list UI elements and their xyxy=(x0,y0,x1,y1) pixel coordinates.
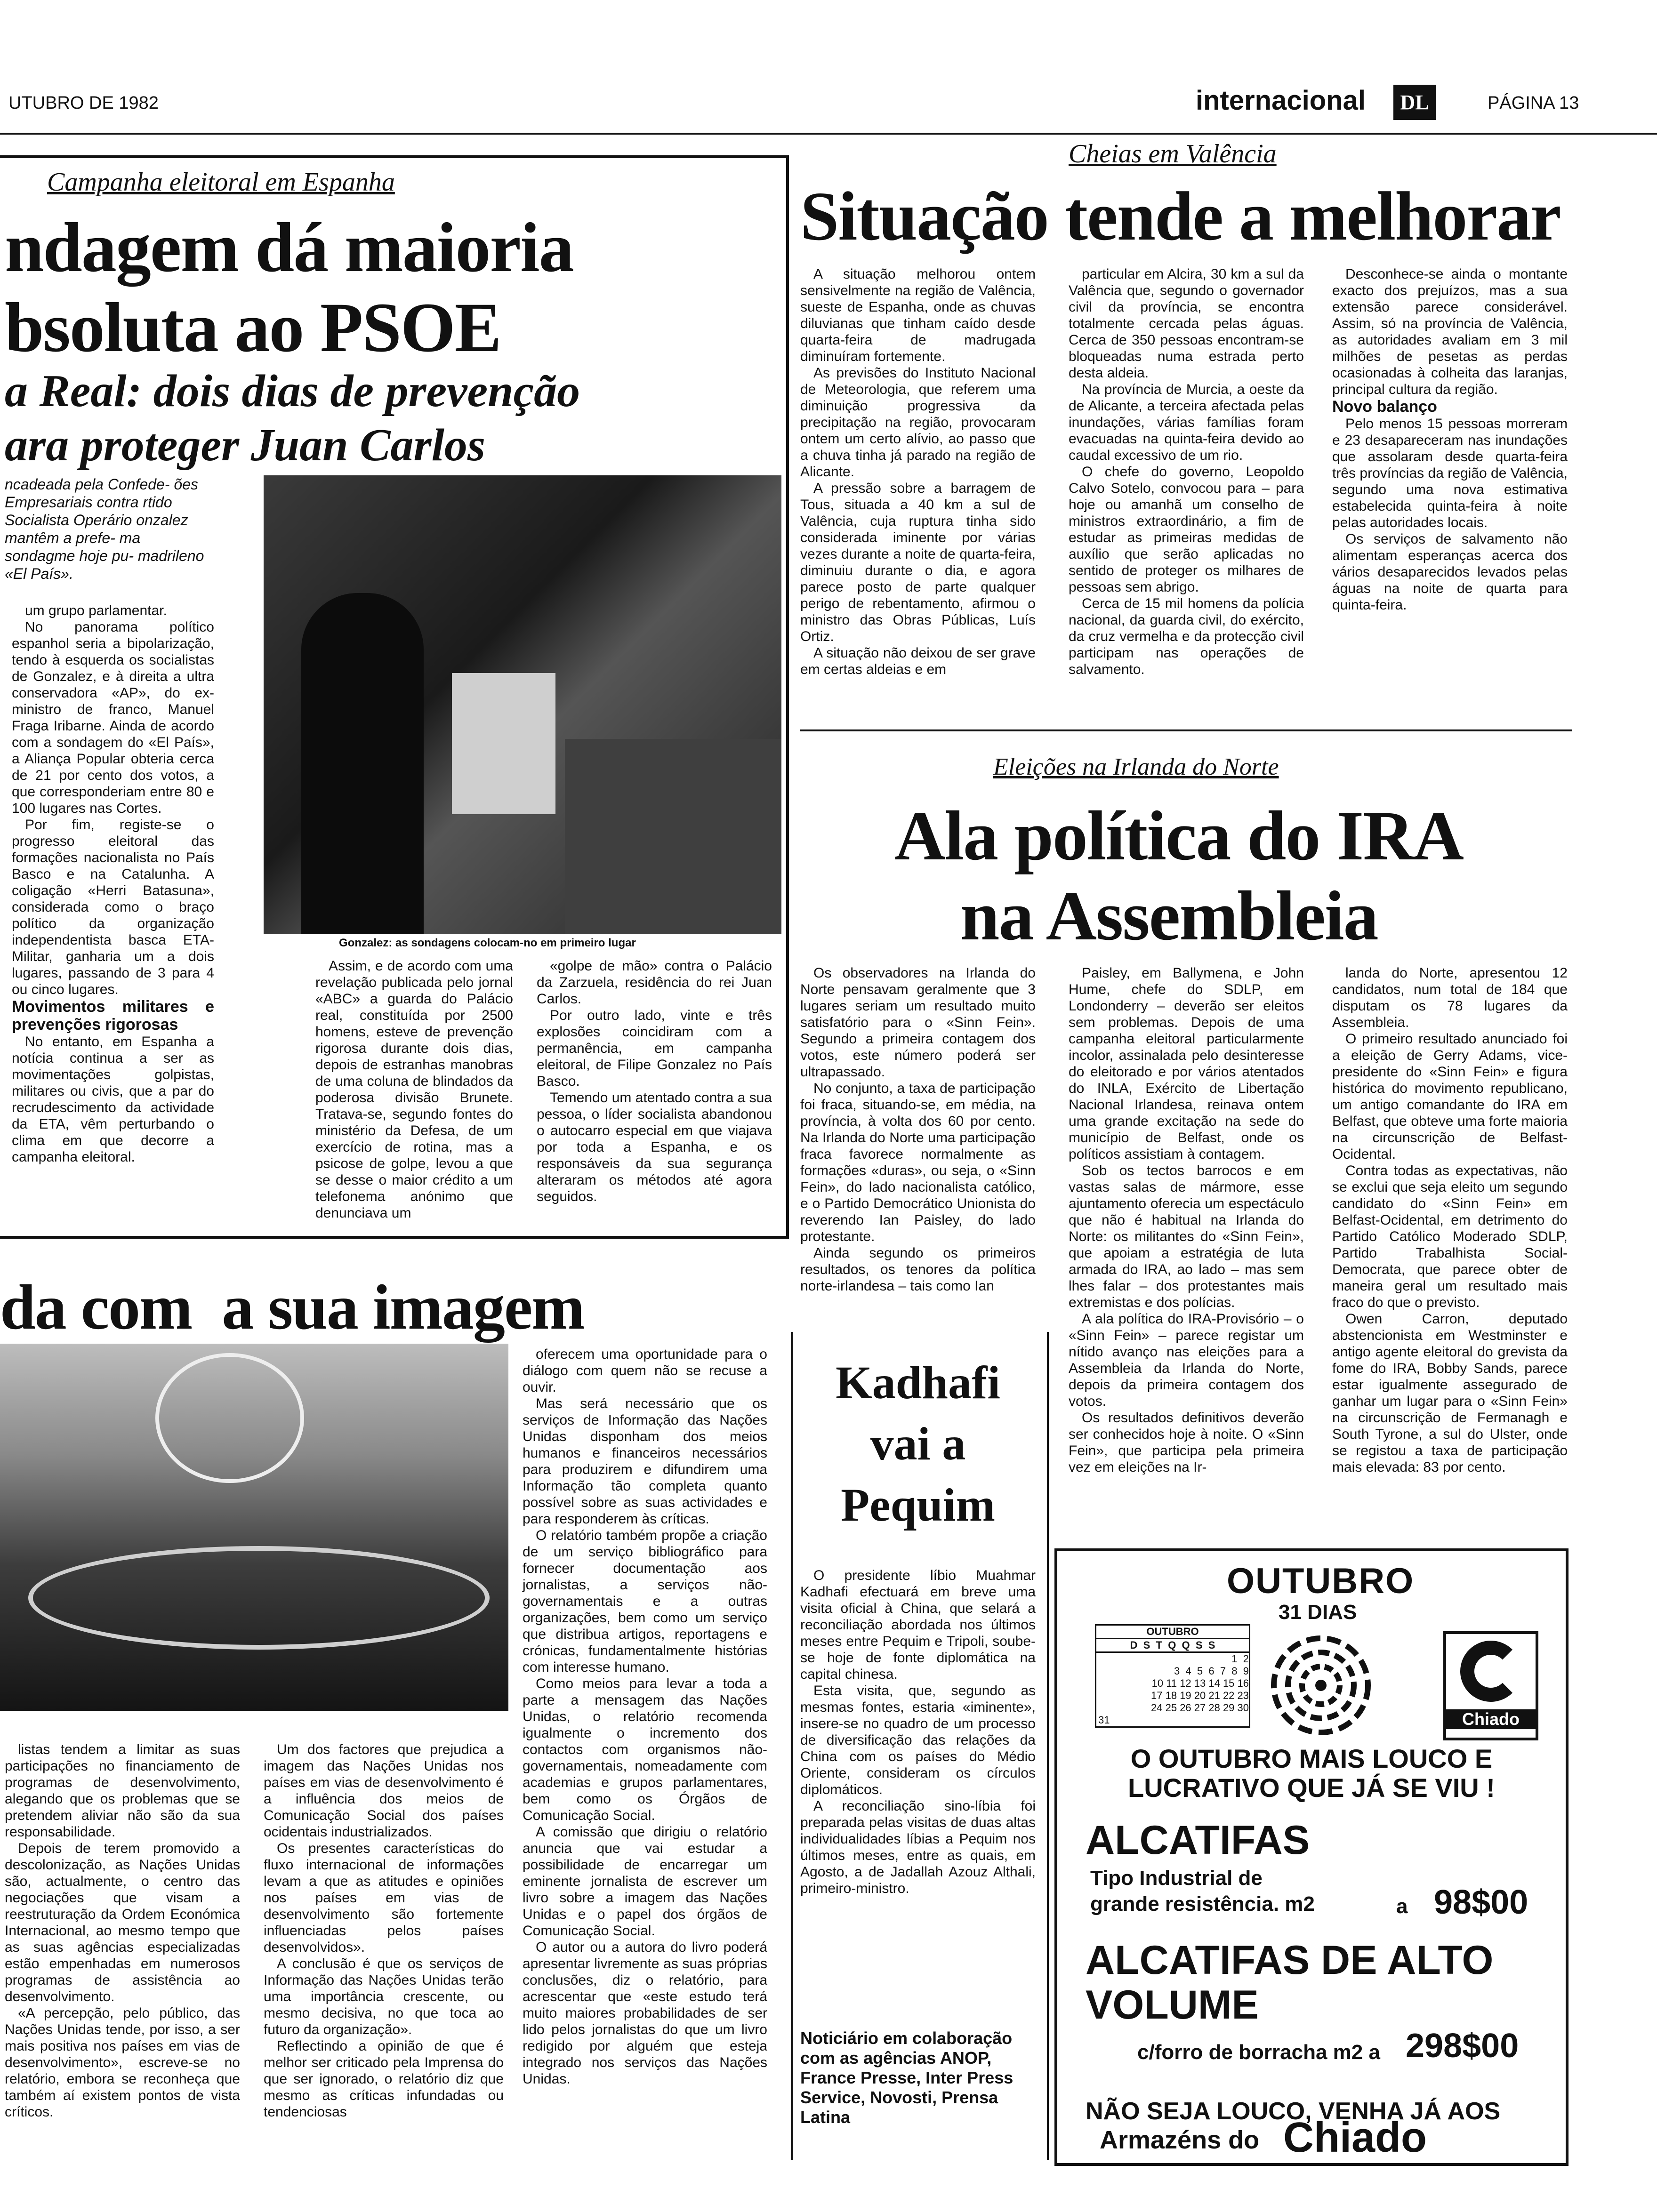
paragraph: oferecem uma oportunidade para o diálogo com quem não se recuse a ouvir. xyxy=(523,1346,767,1395)
paragraph: Na província de Murcia, a oeste da de Alicante, a terceira afectada pelas inundações, várias famílias foram evacuadas na quinta-feira devido ao caudal excessivo de um rio. xyxy=(1069,382,1304,463)
chiado-c-logo-icon xyxy=(1443,1631,1538,1740)
kadhafi-headline-3: Pequim xyxy=(841,1479,995,1531)
ad-product-1-desc-1: Tipo Industrial de xyxy=(1090,1867,1263,1890)
un-col-top xyxy=(523,1346,767,2087)
paragraph: Os presentes características do fluxo internacional de informações levam a que as atitudes e opiniões nos países em vias de desenvolvimento são fortemente influenciadas pelos países desenvolvidos». xyxy=(264,1841,504,1955)
un-col-2 xyxy=(264,1741,504,2120)
paragraph: No panorama político espanhol seria a bipolarização, tendo à esquerda os socialistas de Gonzalez, e à direita a ultra conservadora «AP», do ex-ministro de franco, Manuel Fraga Iribarne. Ainda de acordo com a sondagem do «El País», a Aliança Popular obteria cerca de 21 por cento dos votos, a que corresponderiam entre 80 e 100 lugares nas Cortes. xyxy=(12,619,214,816)
paragraph: listas tendem a limitar as suas participações no financiamento de programas de desenvolvimento, alegando que os problemas que se pretendem aliviar não são da sua responsabilidade. xyxy=(5,1742,240,1840)
ad-title: OUTUBRO xyxy=(1227,1561,1415,1601)
paragraph: A conclusão é que os serviços de Informação das Nações Unidas terão uma importância crescente, ou mesmo decisiva, no que toca ao futuro da organização». xyxy=(264,1956,504,2037)
spain-headline-1: ndagem dá maioria xyxy=(5,208,573,287)
ad-product-1-price: 98$00 xyxy=(1434,1883,1528,1921)
paragraph: Temendo um atentado contra a sua pessoa, o líder socialista abandonou o autocarro especial em que viajava por toda a Espanha, e os responsáveis da sua segurança alteraram os métodos até agora seguidos. xyxy=(537,1090,772,1204)
ad-footer-brand: Chiado xyxy=(1283,2114,1427,2161)
paragraph: A comissão que dirigiu o relatório anuncia que vai estudar a possibilidade de encarregar um eminente jornalista de escrever um livro sobre a imagem das Nações Unidas e o papel dos órgãos de Comunicação Social. xyxy=(523,1824,767,1939)
paragraph: Esta visita, que, segundo as mesmas fontes, estaria «iminente», insere-se no quadro de um processo de diversificação das relações da China com os países do Médio Oriente, consideram os círculos diplomáticos. xyxy=(800,1683,1036,1797)
paragraph: um grupo parlamentar. xyxy=(25,603,167,618)
news-agencies-credit: Noticiário em colaboração com as agências ANOP, France Presse, Inter Press Service, Novosti, Prensa Latina xyxy=(800,2028,1014,2127)
header-page-number: PÁGINA 13 xyxy=(1488,93,1579,113)
calendar-row: 24 25 26 27 28 29 30 xyxy=(1095,1702,1250,1714)
paragraph: Pelo menos 15 pessoas morreram e 23 desapareceram nas inundações que assolaram desde quarta-feira três províncias da região de Valência, segundo uma nova estimativa estabelecida quinta-feira à noite pelas autoridades locais. xyxy=(1332,416,1568,530)
ad-product-2-title-2: VOLUME xyxy=(1086,1982,1259,2028)
paragraph: Os observadores na Irlanda do Norte pensavam geralmente que 3 lugares seriam um resultado muito satisfatório para o «Sinn Fein». Segundo a primeira contagem dos votos, este número poderá ser ultrapassado. xyxy=(800,965,1036,1080)
ireland-col-3 xyxy=(1332,965,1568,1475)
spain-subhead-2: ara proteger Juan Carlos xyxy=(5,420,486,471)
ad-tagline: O OUTUBRO MAIS LOUCO E LUCRATIVO QUE JÁ SE VIU ! xyxy=(1128,1744,1495,1803)
ad-product-2-price: 298$00 xyxy=(1406,2027,1519,2065)
paragraph: No entanto, em Espanha a notícia continua a ser as movimentações golpistas, militares ou civis, que a par do recrudescimento da actividade da ETA, vêm perturbando o clima em que decorre a campanha eleitoral. xyxy=(12,1034,214,1165)
kadhafi-body xyxy=(800,1567,1036,1897)
photo-sign-shape xyxy=(452,673,555,814)
paragraph: Cerca de 15 mil homens da polícia nacional, da guarda civil, do exército, da cruz vermelha e da protecção civil participam nas operações de salvamento. xyxy=(1069,596,1304,677)
ad-days: 31 DIAS xyxy=(1279,1601,1357,1624)
spain-col-1 xyxy=(12,602,214,1165)
valencia-col-1 xyxy=(800,266,1036,678)
un-headline: da com a sua imagem xyxy=(0,1272,584,1343)
paragraph: Mas será necessário que os serviços de Informação das Nações Unidas disponham dos meios humanos e financeiros necessários para produzirem e difundirem uma Informação tão completa quanto possível sobre as suas actividades e para responderem às críticas. xyxy=(523,1396,767,1527)
paragraph: «A percepção, pelo público, das Nações Unidas tende, por isso, a ser mais positiva nos países em vias de desenvolvimento», escreve-se no relatório, embora se reconheça que também aí existem pontos de vista críticos. xyxy=(5,2005,240,2120)
paragraph: particular em Alcira, 30 km a sul da Valência que, segundo o governador civil da província, se encontra totalmente cercada pelas águas. Cerca de 350 pessoas encontram-se bloqueadas numa estrada perto desta aldeia. xyxy=(1069,266,1304,381)
c-letter-shape xyxy=(1460,1641,1521,1702)
kadhafi-headline-2: vai a xyxy=(870,1418,966,1470)
newspaper-logo-icon xyxy=(1393,85,1436,120)
logo-text: DL xyxy=(1400,91,1429,114)
calendar-row: 31 xyxy=(1095,1714,1250,1728)
paragraph: Sob os tectos barrocos e em vastas salas de mármore, esse ajuntamento oferecia um espectáculo que não é habitual na Irlanda do Norte: os militantes do «Sinn Fein», que apoiam a estratégia de luta armada do IRA, ao lado – mas sem lhes falar – dos protestantes mais extremistas e dos polícias. xyxy=(1069,1163,1304,1310)
paragraph: A situação não deixou de ser grave em certas aldeias e em xyxy=(800,645,1036,677)
paragraph: Por outro lado, vinte e três explosões coincidiram com a permanência, em campanha eleitoral, de Filipe Gonzalez no País Basco. xyxy=(537,1008,772,1089)
paragraph: Owen Carron, deputado abstencionista em Westminster e antigo agente eleitoral do grevista da fome do IRA, Bobby Sands, parece estar igualmente assegurado de ganhar um lugar para o «Sinn Fein» na circunscrição de Fermanagh e South Tyrone, a sul do Ulster, onde se registou a taxa de participação mais elevada: 83 por cento. xyxy=(1332,1311,1568,1475)
header-section: internacional xyxy=(1196,85,1366,116)
paragraph: O relatório também propõe a criação de um serviço bibliográfico para fornecer documentação aos jornalistas, a serviços não-governamentais e a outras organizações, bem como um serviço que distribua artigos, reportagens e crónicas, fundamentalmente histórias com interesse humano. xyxy=(523,1528,767,1675)
paragraph: Por fim, registe-se o progresso eleitoral das formações nacionalista no País Basco e na Catalunha. A coligação «Herri Batasuna», considerada como o braço político da organização independentista basca ETA-Militar, ganharia um a dois lugares, passando de 3 para 4 ou cinco lugares. xyxy=(12,817,214,997)
paragraph: Paisley, em Ballymena, e John Hume, chefe do SDLP, em Londonderry – deverão ser eleitos sem problemas. Depois de uma campanha eleitoral particularmente incolor, assinalada pelo desinteresse do eleitorado e por vários atentados do INLA, Exército de Libertação Nacional Irlandesa, reinava ontem uma grande excitação na sede do município de Belfast, onde os políticos assistiam à contagem. xyxy=(1069,965,1304,1162)
calendar-row: 3 4 5 6 7 8 9 xyxy=(1095,1665,1250,1677)
valencia-bottom-rule xyxy=(800,729,1572,731)
spain-subhead-1: a Real: dois dias de prevenção xyxy=(5,366,580,417)
un-assembly-photo xyxy=(0,1344,508,1711)
paragraph: Ainda segundo os primeiros resultados, os tenores da política norte-irlandesa – tais como Ian xyxy=(800,1245,1036,1294)
paragraph: Os serviços de salvamento não alimentam esperanças acerca dos vários desaparecidos levados pelas águas na noite de quarta para quinta-feira. xyxy=(1332,531,1568,613)
calendar-row: 10 11 12 13 14 15 16 xyxy=(1095,1677,1250,1690)
valencia-kicker: Cheias em Valência xyxy=(1069,139,1277,168)
paragraph: «golpe de mão» contra o Palácio da Zarzuela, residência do rei Juan Carlos. xyxy=(537,958,772,1007)
valencia-headline: Situação tende a melhorar xyxy=(800,178,1560,255)
spain-col-subhead: Movimentos militares e prevenções rigorosas xyxy=(12,998,214,1034)
calendar-month: OUTUBRO xyxy=(1095,1624,1250,1639)
paragraph: O primeiro resultado anunciado foi a eleição de Gerry Adams, vice-presidente do «Sinn Fein» e figura histórica do movimento republicano, um antigo comandante do IRA em Belfast, que obteve uma forte maioria na circunscrição de Belfast-Ocidental. xyxy=(1332,1031,1568,1162)
paragraph: Reflectindo a opinião de que é melhor ser criticado pela Imprensa do que ser ignorado, o relatório diz que mesmo as críticas infundadas ou tendenciosas xyxy=(264,2038,504,2120)
spain-lede: ncadeada pela Confede- ões Empresariais contra rtido Socialista Operário onzalez mantêm a prefe- ma sondagme hoje pu- madrileno «El País». xyxy=(5,476,204,582)
spain-col-2 xyxy=(315,958,513,1221)
ad-calendar xyxy=(1095,1624,1250,1728)
paragraph: Assim, e de acordo com uma revelação publicada pelo jornal «ABC» a guarda do Palácio real, constituída por 2500 homens, esteve de prevenção rigorosa durante dois dias, depois de estranhas manobras de uma coluna de blindados da poderosa divisão Brunete. Tratava-se, segundo fontes do ministério da Defesa, de um exercício de rotina, mas a psicose de golpe, levou a que se desse o maior crédito a um telefonema anónimo que denunciava um xyxy=(315,958,513,1221)
ireland-headline-1: Ala política do IRA xyxy=(894,797,1463,875)
page-header xyxy=(0,85,1657,127)
ad-product-1-a: a xyxy=(1396,1895,1408,1918)
paragraph: Os resultados definitivos deverão ser conhecidos hoje à noite. O «Sinn Fein», que participa pela primeira vez em eleições na Ir- xyxy=(1069,1410,1304,1475)
paragraph: Como meios para levar a toda a parte a mensagem das Nações Unidas, o relatório recomenda igualmente o incremento dos contactos com organismos não-governamentais, nomeadamente com academias e grupos parlamentares, bem como os Órgãos de Comunicação Social. xyxy=(523,1676,767,1823)
calendar-row: 17 18 19 20 21 22 23 xyxy=(1095,1690,1250,1702)
ad-product-1-title: ALCATIFAS xyxy=(1086,1818,1310,1863)
paragraph: No conjunto, a taxa de participação foi fraca, situando-se, em média, na província, à volta dos 60 por cento. Na Irlanda do Norte uma participação fraca favorece normalmente as formações «duras», ou seja, o «Sinn Fein», do lado nacionalista católico, e o Partido Democrático Unionista do reverendo Ian Paisley, do lado protestante. xyxy=(800,1081,1036,1244)
paragraph: Desconhece-se ainda o montante exacto dos prejuízos, mas a sua extensão parece considerável. Assim, só na província de Valência, as autoridades avaliam em 3 mil milhões de pesetas as perdas ocasionadas à colheita das laranjas, principal cultura da região. xyxy=(1332,266,1568,397)
spain-kicker: Campanha eleitoral em Espanha xyxy=(47,168,395,197)
kadhafi-headline-1: Kadhafi xyxy=(835,1356,1001,1409)
paragraph: O chefe do governo, Leopoldo Calvo Sotelo, convocou para – para hoje ou amanhã um conselho de ministros extraordinário, a fim de estudar as primeiras medidas de auxílio que serão aplicadas no sentido de proteger os milhares de pessoas sem abrigo. xyxy=(1069,464,1304,595)
ireland-col-2 xyxy=(1069,965,1304,1475)
paragraph: Depois de terem promovido a descolonização, as Nações Unidas são, actualmente, o centro das negociações que visam a reestruturação da Ordem Económica Internacional, ao mesmo tempo que as suas agências especializadas estão empenhadas em numerosos programas de assistência ao desenvolvimento. xyxy=(5,1841,240,2004)
spiral-icon xyxy=(1269,1634,1373,1737)
calendar-row: 1 2 xyxy=(1095,1653,1250,1665)
paragraph: landa do Norte, apresentou 12 candidatos, num total de 184 que disputam os 78 lugares da Assembleia. xyxy=(1332,965,1568,1030)
paragraph: O presidente líbio Muahmar Kadhafi efectuará em breve uma visita oficial à China, que selará a reconciliação abordada nos últimos meses entre Pequim e Tripoli, soube-se hoje de fonte diplomática na capital chinesa. xyxy=(800,1568,1036,1682)
valencia-subhead: Novo balanço xyxy=(1332,398,1437,416)
header-rule xyxy=(0,133,1657,135)
ad-product-1-desc-2: grande resistência. m2 xyxy=(1090,1892,1315,1915)
photo-figure-shape xyxy=(301,593,424,934)
ireland-kicker: Eleições na Irlanda do Norte xyxy=(993,753,1279,780)
paragraph: As previsões do Instituto Nacional de Meteorologia, que referem uma diminuição progressiva da precipitação na região, provocaram ontem um certo alívio, ao passo que a chuva tinha já parado na região de Alicante. xyxy=(800,365,1036,480)
paragraph: A pressão sobre a barragem de Tous, situada a 40 km a sul de Valência, cuja ruptura tinha sido considerada iminente por várias vezes durante a noite de quarta-feira, diminuiu durante o dia, e agora parece posto de parte qualquer perigo de rebentamento, afirmou o ministro das Obras Públicas, Luís Ortiz. xyxy=(800,481,1036,644)
ad-product-2-title-1: ALCATIFAS DE ALTO xyxy=(1086,1938,1494,1983)
chiado-advertisement xyxy=(1054,1548,1569,2166)
paragraph: A ala política do IRA-Provisório – o «Sinn Fein» – parece registar um nítido avanço nas eleições para a Assembleia da Irlanda do Norte, depois da primeira contagem dos votos. xyxy=(1069,1311,1304,1409)
gonzalez-photo xyxy=(264,475,781,934)
ireland-headline-2: na Assembleia xyxy=(960,877,1378,955)
photo-emblem-shape xyxy=(155,1353,304,1483)
valencia-col-2 xyxy=(1069,266,1304,678)
paragraph: A situação melhorou ontem sensivelmente na região de Valência, sueste de Espanha, onde as chuvas diluvianas que tinham caído desde quarta-feira de madrugada diminuíram fortemente. xyxy=(800,266,1036,364)
paragraph: Um dos factores que prejudica a imagem das Nações Unidas nos países em vias de desenvolvimento é a influência dos meios de Comunicação Social dos países ocidentais industrializados. xyxy=(264,1742,504,1840)
chiado-c-logo-label: Chiado xyxy=(1446,1709,1536,1729)
ad-footer-line-1: NÃO SEJA LOUCO, VENHA JÁ AOS xyxy=(1086,2098,1501,2125)
photo-table-shape xyxy=(28,1546,490,1650)
ireland-col-1 xyxy=(800,965,1036,1294)
header-date: UTUBRO DE 1982 xyxy=(8,93,159,113)
spain-headline-2: bsoluta ao PSOE xyxy=(5,289,501,367)
spain-col-3 xyxy=(537,958,772,1205)
calendar-header: D S T Q Q S S xyxy=(1095,1639,1250,1653)
un-col-1 xyxy=(5,1741,240,2120)
ad-product-2-desc: c/forro de borracha m2 a xyxy=(1137,2041,1380,2064)
paragraph: A reconciliação sino-líbia foi preparada pelas visitas de duas altas individualidades líbias a Pequim nos últimos meses, entre as quais, em Agosto, a de Jadallah Azouz Althali, primeiro-ministro. xyxy=(800,1798,1036,1896)
photo-crowd-shape xyxy=(565,739,781,934)
ad-footer-line-2: Armazéns do xyxy=(1100,2126,1260,2154)
paragraph: O autor ou a autora do livro poderá apresentar livremente as suas próprias conclusões, diz o relatório, para acrescentar que «este estudo terá muito maiores probabilidades de ser lido pelos jornalistas do que um livro redigido por alguém que esteja integrado nos serviços das Nações Unidas. xyxy=(523,1940,767,2087)
gonzalez-photo-caption: Gonzalez: as sondagens colocam-no em primeiro lugar xyxy=(339,937,636,949)
valencia-col-3 xyxy=(1332,266,1568,613)
paragraph: Contra todas as expectativas, não se exclui que seja eleito um segundo candidato do «Sinn Fein» em Belfast-Ocidental, em detrimento do Partido Católico Moderado SDLP, Partido Trabalhista Social-Democrata, que parece obter de maneira geral um resultado mais fraco do que o previsto. xyxy=(1332,1163,1568,1310)
